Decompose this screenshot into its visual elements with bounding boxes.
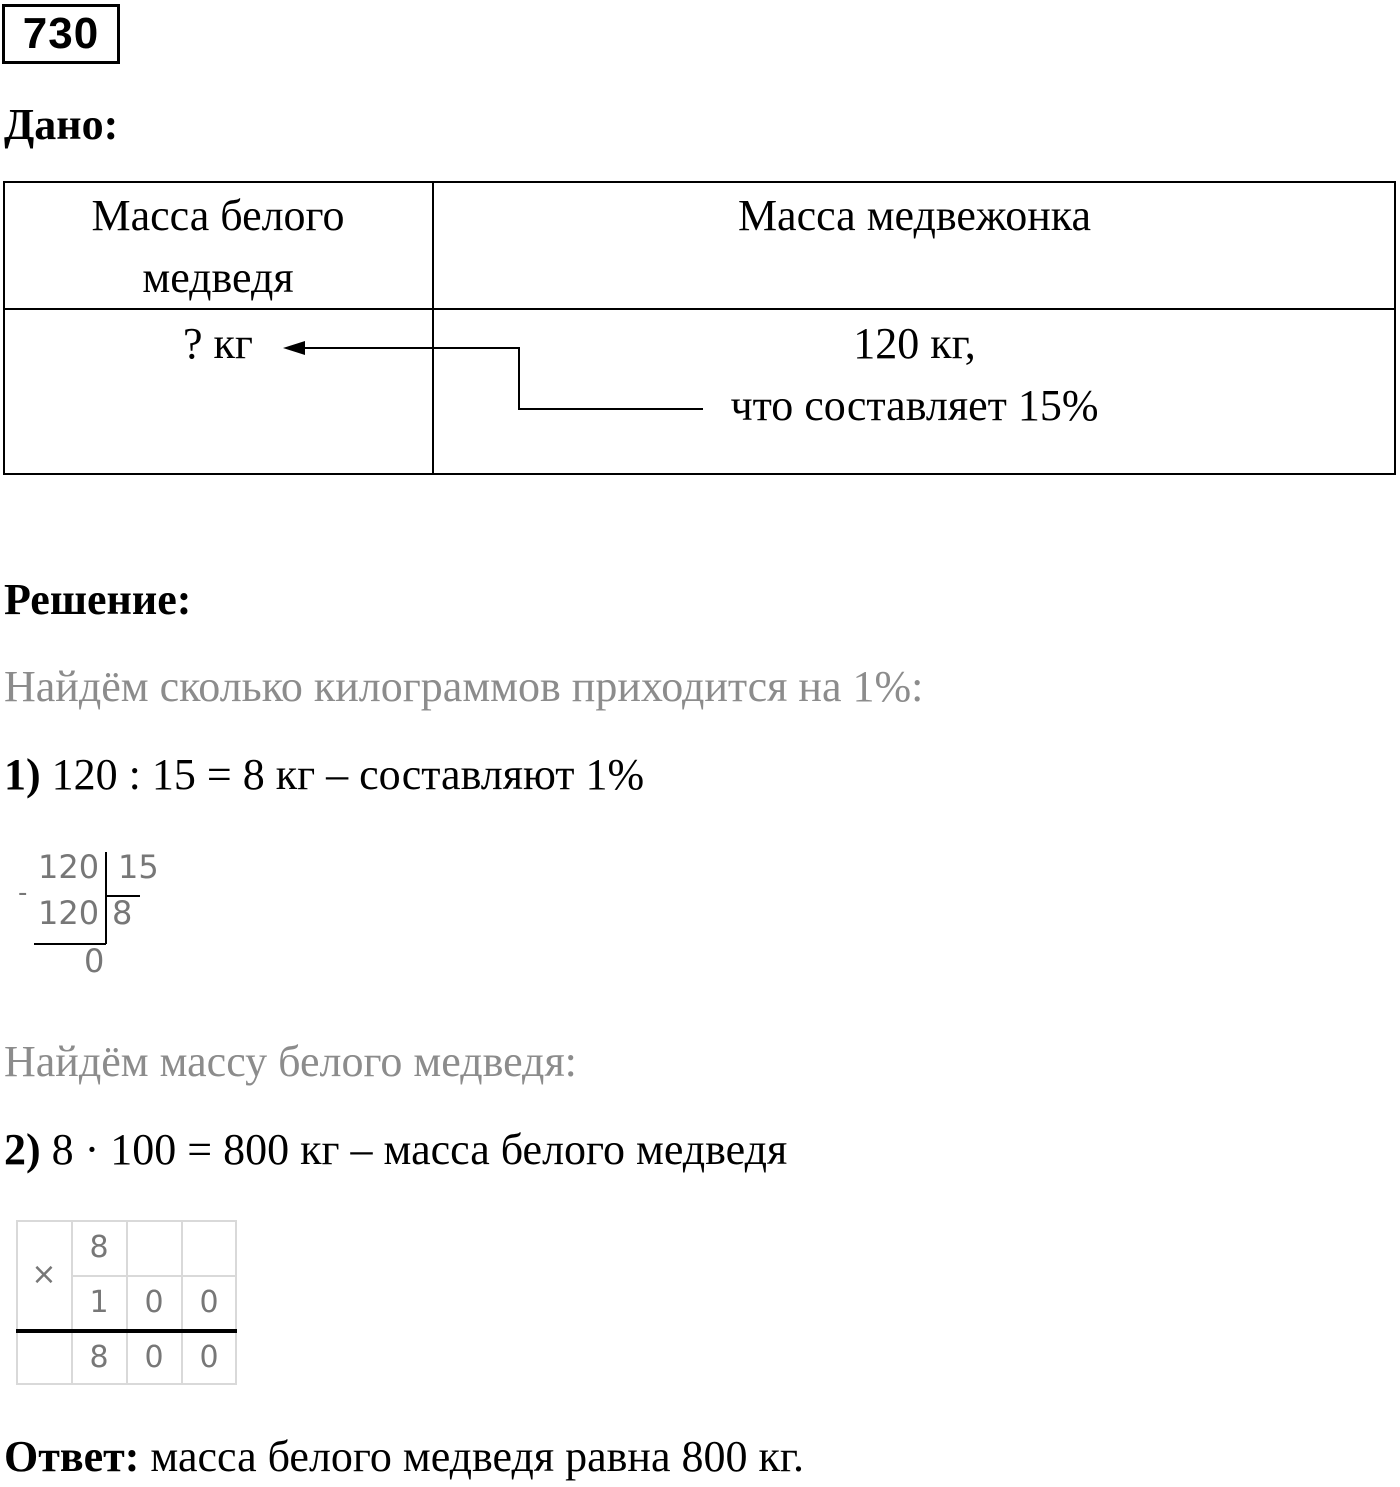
answer-text: масса белого медведя равна 800 кг. [150,1432,804,1481]
multiplication-grid [16,1220,238,1386]
step2-text: 8 · 100 = 800 кг – масса белого медведя [51,1125,788,1174]
long-division [14,848,174,988]
mult-r3-c1: 8 [89,1340,109,1375]
division-minus: - [18,878,28,908]
mult-r2-c3: 0 [199,1285,219,1320]
step2-intro: Найдём массу белого медведя: [4,1037,577,1086]
step1-text: 120 : 15 = 8 кг – составляют 1% [51,750,645,799]
value-right: 120 кг, что составляет 15% [730,319,1099,430]
mult-r2-c1: 1 [89,1285,109,1320]
mult-r2-c2: 0 [144,1285,164,1320]
step2-number: 2) [4,1125,41,1174]
header-right: Масса медвежонка [737,191,1092,240]
header-left: Масса белого медведя [91,191,345,302]
mult-r1-c2 [127,1221,181,1275]
answer-label: Ответ: [4,1432,140,1481]
mult-r1-c3 [182,1221,236,1275]
step1-intro: Найдём сколько килограммов приходится на 1%: [4,662,924,711]
division-quotient: 8 [112,894,133,932]
mult-r1-c1: 8 [89,1230,109,1265]
step1-line [4,750,644,800]
multiplication-sign: × [31,1257,57,1292]
solution-heading: Решение: [4,575,192,624]
task-number: 730 [2,4,120,64]
division-lines [14,848,174,988]
mult-r3-c2: 0 [144,1340,164,1375]
step2-line [4,1125,787,1175]
division-remainder: 0 [84,942,105,980]
answer-line [4,1432,804,1482]
given-heading: Дано: [4,100,119,149]
division-dividend: 120 [38,848,100,886]
division-divisor: 15 [118,848,159,886]
value-left: ? кг [183,319,253,368]
mult-r3-c3: 0 [199,1340,219,1375]
given-table [3,181,1396,475]
division-subtrahend: 120 [38,894,100,932]
step1-number: 1) [4,750,41,799]
